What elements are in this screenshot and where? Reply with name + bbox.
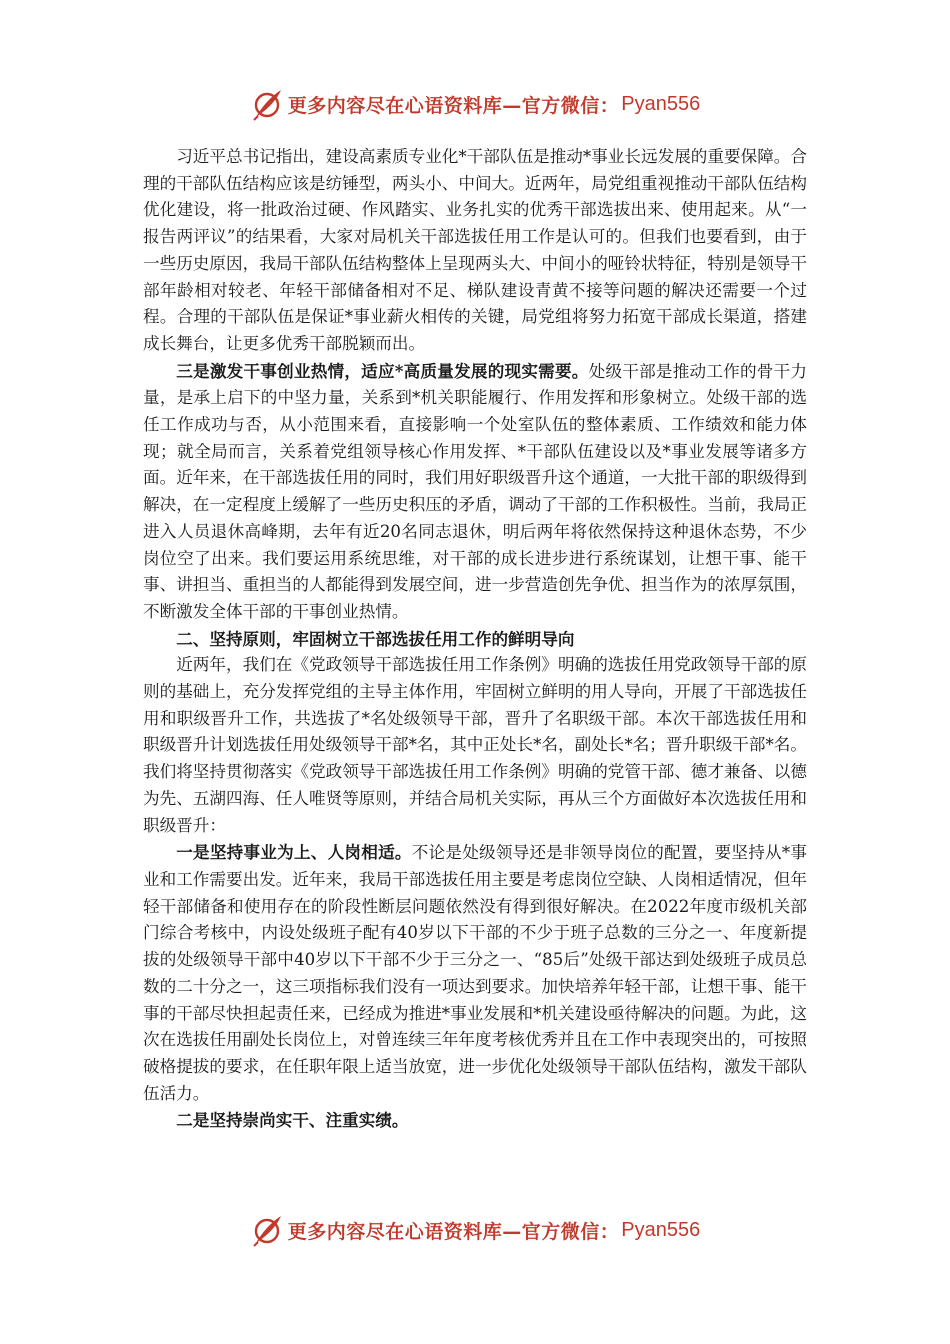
paragraph-4	[143, 839, 807, 1107]
paragraph-5: 二是坚持崇尚实干、注重实绩。	[176, 1110, 409, 1131]
feather-pen-logo-icon	[250, 87, 284, 121]
paragraph-4-body: 不论是处级领导还是非领导岗位的配置，要坚持从*事业和工作需要出发。近年来，我局干部选拔任用主要是考虑岗位空缺、人岗相适情况，但年轻干部储备和使用存在的阶段性断层问题依然没有得到很好解决。在2022年度市级机关部门综合考核中，内设处级班子配有40岁以下干部的不少于班子总数的三分之一、年度新提拔的处级领导干部中40岁以下干部不少于三分之一、“85后”处级干部达到处级班子成员总数的二十分之一，这三项指标我们没有一项达到要求。加快培养年轻干部，让想干事、能干事的干部尽快担起责任来，已经成为推进*事业发展和*机关建设亟待解决的问题。为此，这次在选拔任用副处长岗位上，对曾连续三年年度考核优秀并且在工作中表现突出的，可按照破格提拔的要求，在任职年限上适当放宽，进一步优化处级领导干部队伍结构，激发干部队伍活力。	[143, 843, 807, 1103]
feather-pen-logo-icon	[250, 1213, 284, 1247]
document-body	[143, 144, 807, 1134]
banner-wechat-id: Pyan556	[621, 1218, 701, 1241]
banner-text: 更多内容尽在心语资料库—官方微信：	[287, 94, 620, 117]
header-banner	[0, 84, 950, 124]
paragraph-2-body: 处级干部是推动工作的骨干力量，是承上启下的中坚力量，关系到*机关职能履行、作用发挥和形象树立。处级干部的选任工作成功与否，从小范围来看，直接影响一个处室队伍的整体素质、工作绩效和能力体现；就全局而言，关系着党组领导核心作用发挥、*干部队伍建设以及*事业发展等诸多方面。近年来，在干部选拔任用的同时，我们用好职级晋升这个通道，一大批干部的职级得到解决，在一定程度上缓解了一些历史积压的矛盾，调动了干部的工作积极性。当前，我局正进入人员退休高峰期，去年有近20名同志退休，明后两年将依然保持这种退休态势，不少岗位空了出来。我们要运用系统思维，对干部的成长进步进行系统谋划，让想干事、能干事、讲担当、重担当的人都能得到发展空间，进一步营造创先争优、担当作为的浓厚氛围，不断激发全体干部的干事创业热情。	[143, 361, 807, 621]
section-heading-2: 二、坚持原则，牢固树立干部选拔任用工作的鲜明导向	[176, 628, 575, 649]
paragraph-3: 近两年，我们在《党政领导干部选拔任用工作条例》明确的选拔任用党政领导干部的原则的基础上，充分发挥党组的主导主体作用，牢固树立鲜明的用人导向，开展了干部选拔任用和职级晋升工作，共选拔了*名处级领导干部，晋升了名职级干部。本次干部选拔任用和职级晋升计划选拔任用处级领导干部*名，其中正处长*名，副处长*名；晋升职级干部*名。我们将坚持贯彻落实《党政领导干部选拔任用工作条例》明确的党管干部、德才兼备、以德为先、五湖四海、任人唯贤等原则，并结合局机关实际，再从三个方面做好本次选拔任用和职级晋升：	[143, 655, 807, 835]
paragraph-2	[143, 358, 807, 626]
footer-banner	[0, 1210, 950, 1250]
banner-text: 更多内容尽在心语资料库—官方微信：	[287, 1220, 620, 1243]
paragraph-4-lead: 一是坚持事业为上、人岗相适。	[176, 842, 412, 863]
paragraph-1: 习近平总书记指出，建设高素质专业化*干部队伍是推动*事业长远发展的重要保障。合理的干部队伍结构应该是纺锤型，两头小、中间大。近两年，局党组重视推动干部队伍结构优化建设，将一批政治过硬、作风踏实、业务扎实的优秀干部选拔出来、使用起来。从“一报告两评议”的结果看，大家对局机关干部选拔任用工作是认可的。但我们也要看到，由于一些历史原因，我局干部队伍结构整体上呈现两头大、中间小的哑铃状特征，特别是领导干部年龄相对较老、年轻干部储备相对不足、梯队建设青黄不接等问题的解决还需要一个过程。合理的干部队伍是保证*事业薪火相传的关键，局党组将努力拓宽干部成长渠道，搭建成长舞台，让更多优秀干部脱颖而出。	[143, 147, 807, 353]
banner-wechat-id: Pyan556	[621, 92, 701, 115]
paragraph-2-lead: 三是激发干事创业热情，适应*高质量发展的现实需要。	[176, 360, 589, 381]
